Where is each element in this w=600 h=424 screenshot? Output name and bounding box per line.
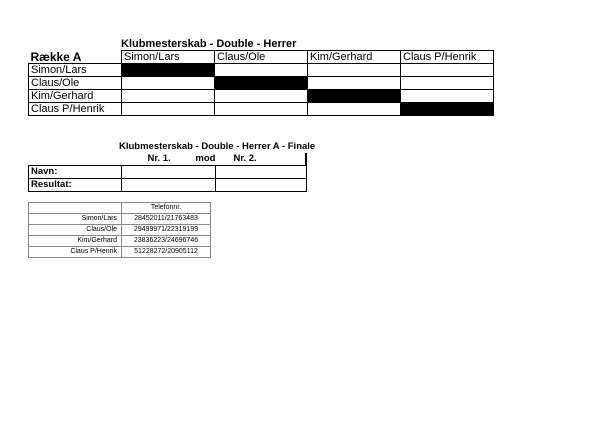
table-header-row [29,51,494,64]
table-row [29,90,494,103]
nr1-label: Nr. 1. [147,153,171,164]
team-name: Claus P/Henrik [29,247,122,258]
row-label: Kim/Gerhard [29,90,122,103]
result-cell[interactable] [215,103,308,116]
result-cell[interactable] [122,77,215,90]
phone-number: 51228272/20905112 [122,247,211,258]
result-cell[interactable] [308,77,401,90]
table-row [29,166,307,179]
result-cell[interactable] [215,90,308,103]
table-row [29,103,494,116]
phone-number: 23836223/24696746 [122,236,211,247]
nr2-label: Nr. 2. [233,153,257,164]
header-cell [215,153,306,166]
team-name: Simon/Lars [29,214,122,225]
blocked-cell [401,103,494,116]
table-row [29,179,307,192]
column-header: Claus P/Henrik [401,51,494,64]
result-cell[interactable] [215,179,306,192]
column-header: Simon/Lars [122,51,215,64]
final-table [28,153,307,192]
table-header-row [29,153,307,166]
phone-number: 28452011/21763483 [122,214,211,225]
result-cell[interactable] [308,103,401,116]
row-label: Simon/Lars [29,64,122,77]
result-cell[interactable] [122,90,215,103]
header-cell [122,153,216,166]
phone-number: 29499971/22319199 [122,225,211,236]
row-label: Navn: [29,166,122,179]
table-row [29,236,211,247]
team-name: Claus/Ole [29,225,122,236]
row-label: Resultat: [29,179,122,192]
result-cell[interactable] [122,179,216,192]
column-header: Kim/Gerhard [308,51,401,64]
empty-header [29,153,122,166]
phone-header: Telefonnr. [122,203,211,214]
result-cell[interactable] [401,64,494,77]
table-row [29,214,211,225]
table2-title: Klubmesterskab - Double - Herrer A - Finale [119,141,316,152]
round-robin-table [28,50,494,116]
name-cell[interactable] [122,166,216,179]
table-row [29,64,494,77]
table-row [29,77,494,90]
name-cell[interactable] [215,166,306,179]
blocked-cell [215,77,308,90]
blocked-cell [308,90,401,103]
row-label: Claus/Ole [29,77,122,90]
column-header: Claus/Ole [215,51,308,64]
empty-header [29,203,122,214]
mod-label: mod [195,153,216,164]
result-cell[interactable] [401,90,494,103]
table1-title: Klubmesterskab - Double - Herrer [121,38,297,50]
result-cell[interactable] [308,64,401,77]
table-header-row [29,203,211,214]
result-cell[interactable] [401,77,494,90]
team-name: Kim/Gerhard [29,236,122,247]
table-row [29,225,211,236]
result-cell[interactable] [122,103,215,116]
blocked-cell [122,64,215,77]
row-label: Claus P/Henrik [29,103,122,116]
result-cell[interactable] [215,64,308,77]
corner-label: Række A [30,50,82,64]
table-row [29,247,211,258]
phone-table [28,202,211,258]
